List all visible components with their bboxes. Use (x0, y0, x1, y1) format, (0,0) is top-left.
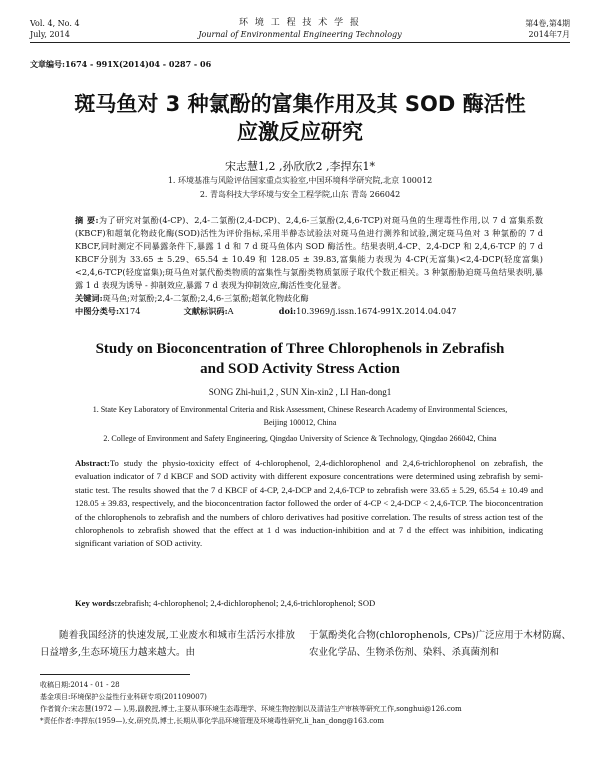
keywords-en (75, 597, 543, 610)
authors-cn: 宋志慧1,2 ,孙欣欣2 ,李捍东1* (225, 160, 375, 173)
title-en-line2: and SOD Activity Stress Action (200, 361, 400, 377)
header-rule (30, 42, 570, 43)
abstract-cn-label: 摘 要: (75, 215, 99, 225)
volume-cn: 第4卷,第4期 (525, 19, 570, 28)
title-cn-line1: 斑马鱼对 3 种氯酚的富集作用及其 SOD 酶活性 (74, 92, 526, 116)
abstract-cn-text: 为了研究对氯酚(4-CP)、2,4-二氯酚(2,4-DCP)、2,4,6-三氯酚(2,4,6-TCP)对斑马鱼的生理毒性作用,以 7 d 富集系数(KBCF)和超氧化物歧化酶(SOD)活性为评价指标,采用半静态试验法对斑马鱼进行测养和试验,测定斑马鱼对 3 种氯酚的 7 d KBCF,同时测定不同暴露条件下,暴露 1 d 和 7 d 斑马鱼体内 SOD 酶活性。结果表明,4-CP、2,4-DCP 和 2,4,6-TCP 的 7 d KBCF分别为 33.65 ± 5.29、65.54 ± 10.49 和 128.05 ± 39.83,富集能力表现为 4-CP(无富集)<2,4-DCP(轻度富集)<2,4,6-TCP(轻度富集);斑马鱼对氯代酚类物质的富集性与氯酚类物质氯原子取代个数正相关。3 种氯酚胁迫斑马鱼结果表明,暴露 1 d 表现为诱导 - 抑制效应,暴露 7 d 表现为抑制效应,酶活性变化显著。 (75, 215, 544, 290)
footnote-rule (40, 674, 190, 675)
date-cn: 2014年7月 (528, 30, 570, 39)
affiliation-en-2: 2. College of Environment and Safety Engineering, Qingdao University of Science & Technology, Qingdao 266042, China (103, 434, 497, 443)
affiliation-en-1b: Beijing 100012, China (263, 418, 337, 427)
abstract-en-text: To study the physio-toxicity effect of 4-chlorophenol, 2,4-dichlorophenol and 2,4,6-trichlorophenol on zebrafish, the evaluation indicator of 7 d KBCF and SOD activity with different exposure concentrations were determined using zebrafish by semi-static test. The results showed that the 7 d KBCF of 4-CP, 2,4-DCP and 2,4,6-TCP to zebrafish were 33.65 ± 5.29, 65.54 ± 10.49 and 128.05 ± 39.83, respectively, and the bioconcentration factor followed the order of 4-CP < 2,4-DCP < 2,4,6-TCP. The bioconcentration of the chlorophenols to zebrafish and the numbers of chloro derivatives had positive correlation. The results of stress action test of the chlorophenols to zebrafish showed that the effect at 1 d was induction-inhibition and at 7 d the effect was inhibition, indicating significant variation of SOD activity. (75, 458, 543, 549)
keywords-cn-text: 斑马鱼;对氯酚;2,4-二氯酚;2,4,6-三氯酚;超氧化物歧化酶 (102, 293, 309, 303)
body-column-left: 随着我国经济的快速发展,工业废水和城市生活污水排放日益增多,生态环境压力越来越大。由 (40, 630, 295, 658)
article-number: 文章编号:1674 - 991X(2014)04 - 0287 - 06 (30, 59, 212, 69)
abstract-en-label: Abstract: (75, 458, 110, 468)
authors-en: SONG Zhi-hui1,2 , SUN Xin-xin2 , LI Han-dong1 (208, 387, 392, 397)
keywords-cn-label: 关键词: (75, 293, 103, 303)
journal-title-cn: 环 境 工 程 技 术 学 报 (238, 18, 362, 28)
abstract-cn (75, 214, 543, 292)
keywords-en-text: zebrafish; 4-chlorophenol; 2,4-dichlorophenol; 2,4,6-trichlorophenol; SOD (117, 598, 376, 608)
footnote-author-bio: 作者简介:宋志慧(1972 — ),男,副教授,博士,主要从事环境生态毒理学、环境生物控制以及清洁生产审核等研究工作,songhui@126.com (40, 705, 462, 713)
date-en: July, 2014 (30, 30, 70, 39)
keywords-en-label: Key words: (75, 598, 118, 608)
doi-value: 10.3969/j.issn.1674-991X.2014.04.047 (296, 306, 457, 316)
title-en-line1: Study on Bioconcentration of Three Chlorophenols in Zebrafish (95, 341, 505, 357)
classification-cn (75, 305, 543, 318)
volume-en: Vol. 4, No. 4 (30, 19, 80, 28)
affiliation-cn-1: 1. 环境基准与风险评估国家重点实验室,中国环境科学研究院,北京 100012 (167, 176, 433, 185)
footnote-funding: 基金项目:环境保护公益性行业科研专项(201109007) (40, 693, 207, 701)
doc-code-value: A (227, 306, 234, 316)
doc-code-label: 文献标识码: (183, 306, 228, 316)
clc-value: X174 (118, 306, 141, 316)
body-column-right: 于氯酚类化合物(chlorophenols, CPs)广泛应用于木材防腐、农业化学品、生物杀伤剂、染料、杀真菌剂和 (309, 630, 571, 658)
footnote-received: 收稿日期:2014 - 01 - 28 (40, 681, 120, 689)
journal-title-en: Journal of Environmental Engineering Technology (198, 30, 402, 39)
abstract-en (75, 457, 543, 551)
doi-label: doi: (278, 306, 297, 316)
affiliation-cn-2: 2. 青岛科技大学环境与安全工程学院,山东 青岛 266042 (199, 190, 401, 199)
clc-label: 中图分类号: (75, 306, 119, 316)
affiliation-en-1: 1. State Key Laboratory of Environmental Criteria and Risk Assessment, Chinese Research Academy of Environmental Sciences, (92, 405, 508, 414)
title-cn-line2: 应激反应研究 (237, 120, 363, 144)
keywords-cn (75, 292, 543, 305)
footnote-corresponding: *责任作者:李捍东(1959—),女,研究员,博士,长期从事化学品环境管理及环境毒性研究,li_han_dong@163.com (40, 717, 384, 725)
